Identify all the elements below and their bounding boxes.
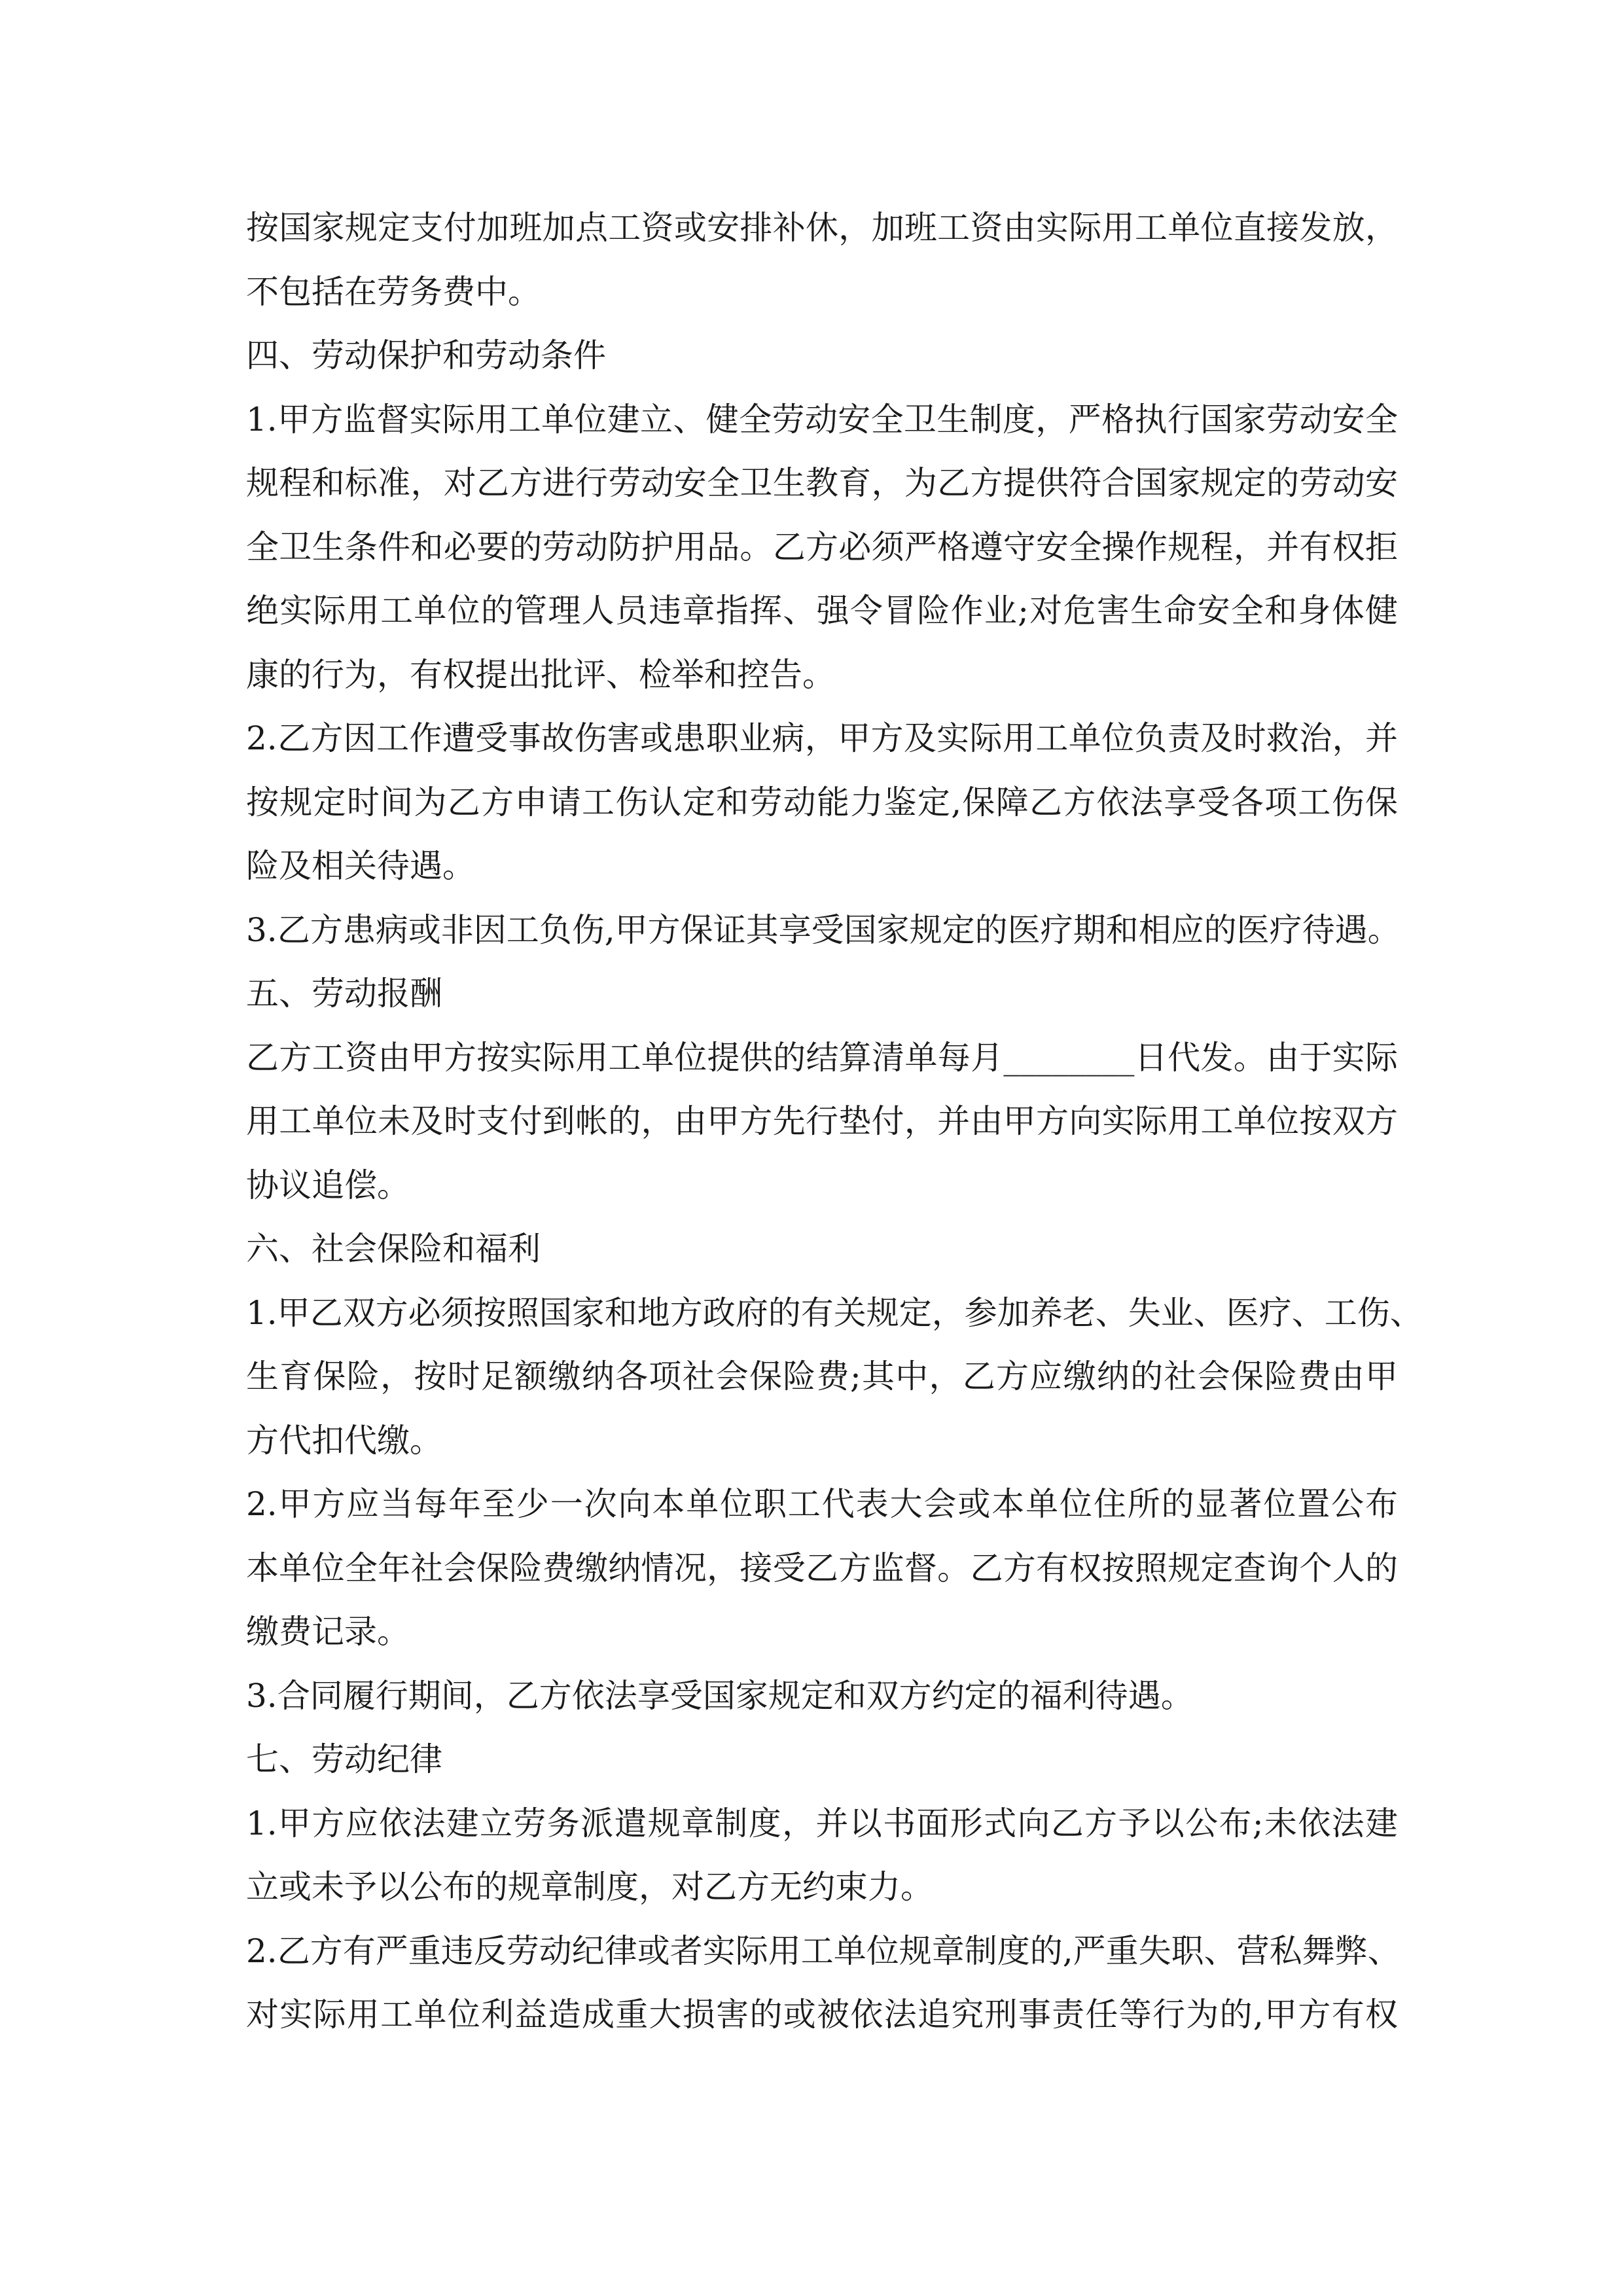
text-line: 按规定时间为乙方申请工伤认定和劳动能力鉴定,保障乙方依法享受各项工伤保 — [246, 783, 1398, 821]
text-line: 全卫生条件和必要的劳动防护用品。乙方必须严格遵守安全操作规程，并有权拒 — [246, 528, 1398, 566]
text-line: 六、社会保险和福利 — [246, 1230, 541, 1268]
text-line: 用工单位未及时支付到帐的，由甲方先行垫付，并由甲方向实际用工单位按双方 — [246, 1102, 1398, 1140]
text-line: 2.甲方应当每年至少一次向本单位职工代表大会或本单位住所的显著位置公布 — [246, 1485, 1398, 1523]
text-line: 2.乙方有严重违反劳动纪律或者实际用工单位规章制度的,严重失职、营私舞弊、 — [246, 1931, 1400, 1970]
text-line: 七、劳动纪律 — [246, 1740, 442, 1778]
text-line: 生育保险，按时足额缴纳各项社会保险费;其中，乙方应缴纳的社会保险费由甲 — [246, 1357, 1398, 1395]
text-line: 对实际用工单位利益造成重大损害的或被依法追究刑事责任等行为的,甲方有权 — [246, 1996, 1398, 2034]
document-body — [246, 196, 1423, 2047]
text-line: 1.甲方监督实际用工单位建立、健全劳动安全卫生制度，严格执行国家劳动安全 — [246, 400, 1398, 439]
text-line: 险及相关待遇。 — [246, 847, 475, 885]
text-line: 1.甲乙双方必须按照国家和地方政府的有关规定，参加养老、失业、医疗、工伤、 — [246, 1293, 1423, 1332]
text-line: 2.乙方因工作遭受事故伤害或患职业病，甲方及实际用工单位负责及时救治，并 — [246, 719, 1398, 757]
text-line: 四、劳动保护和劳动条件 — [246, 336, 606, 374]
text-line: 康的行为，有权提出批评、检举和控告。 — [246, 655, 835, 694]
text-line: 乙方工资由甲方按实际用工单位提供的结算清单每月________日代发。由于实际 — [246, 1038, 1398, 1077]
text-line: 立或未予以公布的规章制度，对乙方无约束力。 — [246, 1868, 933, 1906]
text-line: 本单位全年社会保险费缴纳情况，接受乙方监督。乙方有权按照规定查询个人的 — [246, 1549, 1398, 1587]
text-line: 方代扣代缴。 — [246, 1421, 442, 1460]
text-line: 缴费记录。 — [246, 1613, 410, 1651]
text-line: 规程和标准，对乙方进行劳动安全卫生教育，为乙方提供符合国家规定的劳动安 — [246, 464, 1398, 502]
text-line: 3.合同履行期间，乙方依法享受国家规定和双方约定的福利待遇。 — [246, 1676, 1194, 1715]
text-line: 1.甲方应依法建立劳务派遣规章制度，并以书面形式向乙方予以公布;未依法建 — [246, 1804, 1398, 1842]
text-line: 不包括在劳务费中。 — [246, 272, 541, 311]
text-line: 按国家规定支付加班加点工资或安排补休，加班工资由实际用工单位直接发放， — [246, 209, 1398, 247]
text-line: 五、劳动报酬 — [246, 975, 442, 1013]
text-line: 绝实际用工单位的管理人员违章指挥、强令冒险作业;对危害生命安全和身体健 — [246, 592, 1398, 630]
text-line: 3.乙方患病或非因工负伤,甲方保证其享受国家规定的医疗期和相应的医疗待遇。 — [246, 910, 1400, 949]
text-line: 协议追偿。 — [246, 1166, 410, 1204]
